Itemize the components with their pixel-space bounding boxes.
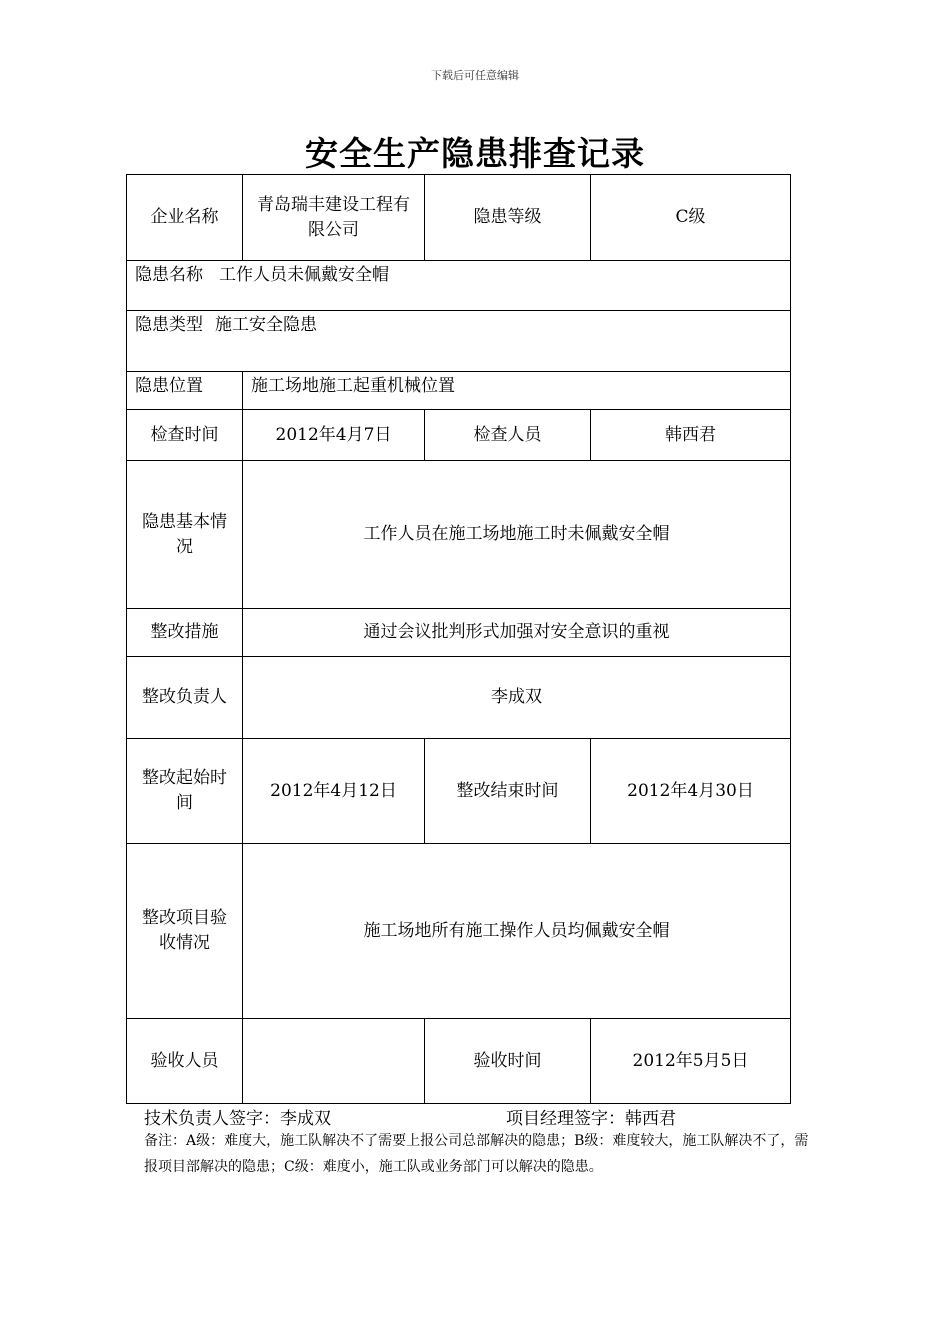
signature-line xyxy=(144,1104,824,1129)
accept-time-label: 验收时间 xyxy=(425,1019,591,1104)
start-label: 整改起始时间 xyxy=(127,739,243,844)
location-value: 施工场地施工起重机械位置 xyxy=(243,372,791,410)
header-note: 下载后可任意编辑 xyxy=(431,69,519,82)
inspect-time-value: 2012年4月7日 xyxy=(243,410,425,461)
table-row xyxy=(127,609,791,657)
inspector-value: 韩西君 xyxy=(591,410,791,461)
hazard-name-value: 工作人员未佩戴安全帽 xyxy=(219,265,389,285)
inspect-time-label: 检查时间 xyxy=(127,410,243,461)
hazard-record-table xyxy=(126,174,791,1104)
acceptance-label: 整改项目验收情况 xyxy=(127,844,243,1019)
inspector-label: 检查人员 xyxy=(425,410,591,461)
hazard-type-label: 隐患类型 xyxy=(135,315,203,335)
hazard-name-cell xyxy=(127,261,791,311)
company-label: 企业名称 xyxy=(127,175,243,261)
end-label: 整改结束时间 xyxy=(425,739,591,844)
acceptor-label: 验收人员 xyxy=(127,1019,243,1104)
responsible-label: 整改负责人 xyxy=(127,657,243,739)
table-row xyxy=(127,657,791,739)
measures-label: 整改措施 xyxy=(127,609,243,657)
tech-lead-signature: 技术负责人签字：李成双 xyxy=(144,1109,331,1129)
company-value: 青岛瑞丰建设工程有限公司 xyxy=(243,175,425,261)
table-row xyxy=(127,739,791,844)
responsible-value: 李成双 xyxy=(243,657,791,739)
remark-note: 备注：A级：难度大，施工队解决不了需要上报公司总部解决的隐患；B级：难度较大，施工队解决不了，需报项目部解决的隐患；C级：难度小，施工队或业务部门可以解决的隐患。 xyxy=(144,1133,809,1175)
table-row xyxy=(127,844,791,1019)
acceptor-value xyxy=(243,1019,425,1104)
project-manager-signature: 项目经理签字：韩西君 xyxy=(506,1109,676,1129)
acceptance-value: 施工场地所有施工操作人员均佩戴安全帽 xyxy=(243,844,791,1019)
hazard-type-value: 施工安全隐患 xyxy=(215,315,317,335)
table-row xyxy=(127,1019,791,1104)
table-row xyxy=(127,175,791,261)
table-row xyxy=(127,311,791,372)
measures-value: 通过会议批判形式加强对安全意识的重视 xyxy=(243,609,791,657)
basic-value: 工作人员在施工场地施工时未佩戴安全帽 xyxy=(243,461,791,609)
table-row xyxy=(127,410,791,461)
hazard-type-cell xyxy=(127,311,791,372)
level-value: C级 xyxy=(591,175,791,261)
hazard-name-label: 隐患名称 xyxy=(135,265,203,285)
accept-time-value: 2012年5月5日 xyxy=(591,1019,791,1104)
table-row xyxy=(127,372,791,410)
location-label: 隐患位置 xyxy=(127,372,243,410)
end-value: 2012年4月30日 xyxy=(591,739,791,844)
basic-label: 隐患基本情况 xyxy=(127,461,243,609)
page-title: 安全生产隐患排查记录 xyxy=(305,134,645,173)
table-row xyxy=(127,261,791,311)
table-row xyxy=(127,461,791,609)
start-value: 2012年4月12日 xyxy=(243,739,425,844)
level-label: 隐患等级 xyxy=(425,175,591,261)
